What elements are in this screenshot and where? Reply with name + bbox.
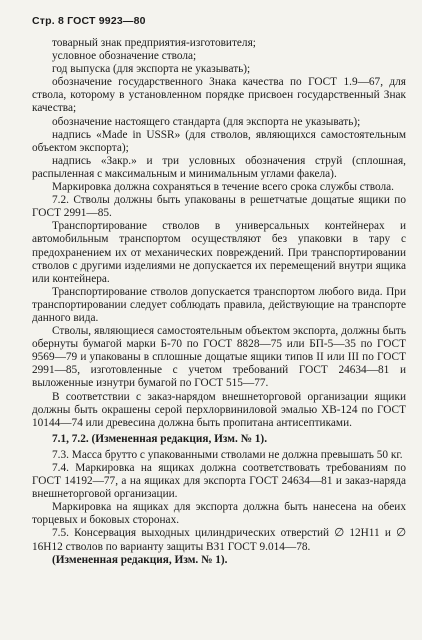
paragraph: обозначение государственного Знака качества по ГОСТ 1.9—67, для ствола, которому в установленном порядке присвоен государственный Знак качества;	[32, 76, 406, 115]
paragraph: Транспортирование стволов в универсальных контейнерах и автомобильным транспортом осуществляют без упаковки в тару с предохранением их от механических повреждений. При транспортировании стволов с другими изделиями не допускается их перемещений внутри ящика или контейнера.	[32, 220, 406, 285]
paragraph: обозначение настоящего стандарта (для экспорта не указывать);	[52, 115, 361, 128]
page-header: Стр. 8 ГОСТ 9923—80	[32, 15, 146, 27]
paragraph: надпись «Закр.» и три условных обозначения струй (сплошная, распыленная с максимальным и минимальным углами факела).	[32, 154, 406, 180]
amendment-note: 7.1, 7.2. (Измененная редакция, Изм. № 1).	[52, 432, 268, 445]
paragraph: 7.3. Масса брутто с упакованными стволами не должна превышать 50 кг.	[52, 448, 403, 461]
paragraph: 7.5. Консервация выходных цилиндрических отверстий ∅ 12Н11 и ∅ 16Н12 стволов по варианту защиты ВЗ1 ГОСТ 9.014—78.	[32, 527, 406, 553]
paragraph: Маркировка на ящиках для экспорта должна быть нанесена на обеих торцевых и боковых сторонах.	[32, 501, 406, 527]
paragraph: Стволы, являющиеся самостоятельным объектом экспорта, должны быть обернуты бумагой марки Б-70 по ГОСТ 8828—75 или БП-5—35 по ГОСТ 9569—79 и упакованы в сплошные дощатые ящики типов II или III по ГОСТ 2991—85, изготовленные с учетом требований ГОСТ 24634—81 и выложенные изнутри бумагой по ГОСТ 515—77.	[32, 325, 406, 390]
paragraph: товарный знак предприятия-изготовителя;	[52, 37, 256, 49]
amendment-note: (Измененная редакция, Изм. № 1).	[52, 553, 228, 566]
paragraph: надпись «Made in USSR» (для стволов, являющихся самостоятельным объектом экспорта);	[32, 128, 406, 154]
paragraph: условное обозначение ствола;	[52, 50, 197, 63]
paragraph: Маркировка должна сохраняться в течение всего срока службы ствола.	[52, 181, 394, 194]
paragraph: 7.4. Маркировка на ящиках должна соответствовать требованиям по ГОСТ 14192—77, а на ящиках для экспорта ГОСТ 24634—81 и заказ-наряда внешнеторговой организации.	[32, 462, 406, 501]
document-body	[32, 37, 406, 567]
paragraph: Транспортирование стволов допускается транспортом любого вида. При транспортировании следует соблюдать правила, действующие на транспорте данного вида.	[32, 285, 406, 324]
paragraph: В соответствии с заказ-нарядом внешнеторговой организации ящики должны быть окрашены серой перхлорвиниловой эмалью ХВ-124 по ГОСТ 10144—74 или древесина должна быть пропитана антисептиками.	[32, 390, 406, 429]
paragraph: год выпуска (для экспорта не указывать);	[52, 63, 251, 76]
paragraph: 7.2. Стволы должны быть упакованы в решетчатые дощатые ящики по ГОСТ 2991—85.	[32, 194, 406, 220]
